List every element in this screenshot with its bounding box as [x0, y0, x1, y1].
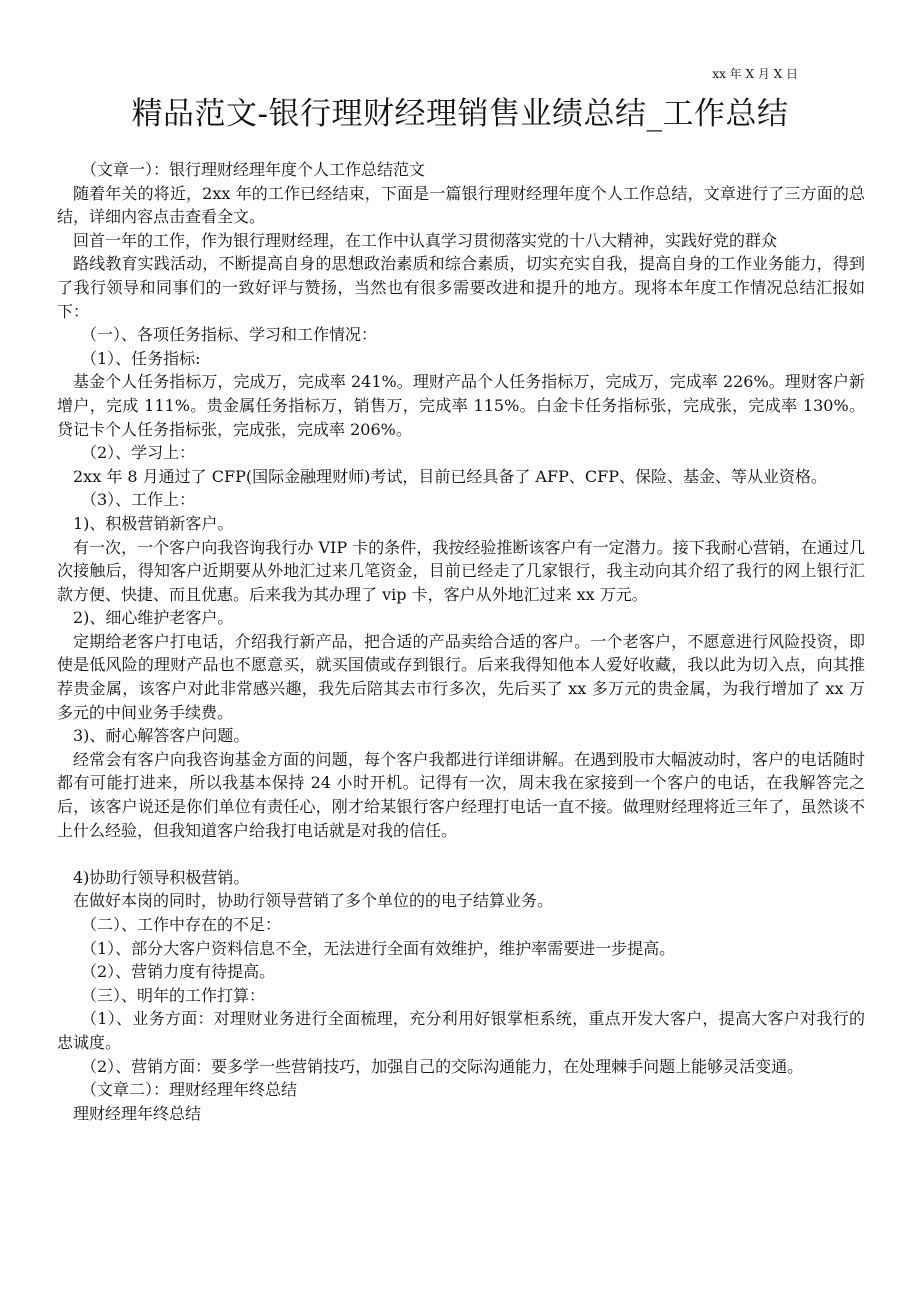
section-heading-3: （三）、明年的工作打算： — [81, 985, 266, 1005]
document-body — [57, 158, 865, 1125]
paragraph-old-customers: 定期给老客户打电话，介绍我行新产品，把合适的产品卖给合适的客户。一个老客户，不愿意进行风险投资，即使是低风险的理财产品也不愿意买，就买国债或存到银行。后来我得知他本人爱好收藏，我以此为切入点，向其推荐贵金属，该客户对此非常感兴趣，我先后陪其去市行多次，先后买了 xx 多万元的贵金属，为我行增加了 xx 万多元的中间业务手续费。 — [57, 631, 865, 722]
section-heading-2: （二）、工作中存在的不足： — [81, 915, 282, 934]
paragraph-intro: 随着年关的将近，2xx 年的工作已经结束，下面是一篇银行理财经理年度个人工作总结，文章进行了三方面的总结，详细内容点击查看全文。 — [57, 183, 865, 227]
document-title: 精品范文-银行理财经理销售业绩总结_工作总结 — [131, 96, 789, 132]
section-heading-1: （一）、各项任务指标、学习和工作情况： — [81, 325, 378, 345]
plan-business: （1）、业务方面：对理财业务进行全面梳理，充分利用好银掌柜系统，重点开发大客户，提高大客户对我行的忠诚度。 — [57, 1009, 865, 1052]
paragraph-assist-marketing: 在做好本岗的同时，协助行领导营销了多个单位的的电子结算业务。 — [73, 891, 554, 911]
blank-line — [57, 842, 865, 866]
subheading-task-targets: （1）、任务指标: — [81, 348, 201, 368]
item-heading-old-customers: 2)、细心维护老客户。 — [73, 608, 234, 628]
subheading-work: （3）、工作上： — [81, 490, 196, 510]
shortcoming-2: （2）、营销力度有待提高。 — [81, 962, 276, 982]
item-heading-new-customers: 1)、积极营销新客户。 — [73, 513, 234, 533]
article-2-title-line: 理财经理年终总结 — [73, 1103, 202, 1123]
paragraph-review-continued: 路线教育实践活动，不断提高自身的思想政治素质和综合素质，切实充实自我，提高自身的工作业务能力，得到了我行领导和同事们的一致好评与赞扬，当然也有很多需要改进和提升的地方。现将本年度工作情况总结汇报如下： — [57, 254, 865, 321]
item-heading-assist-marketing: 4)协助行领导积极营销。 — [73, 867, 250, 887]
section-heading-article-1: （文章一）：银行理财经理年度个人工作总结范文 — [81, 160, 426, 179]
paragraph-learning: 2xx 年 8 月通过了 CFP(国际金融理财师)考试，目前已经具备了 AFP、CFP、保险、基金、等从业资格。 — [73, 466, 827, 486]
plan-marketing: （2）、营销方面：要多学一些营销技巧，加强自己的交际沟通能力，在处理棘手问题上能够灵活变通。 — [81, 1056, 804, 1076]
paragraph-customer-questions: 经常会有客户向我咨询基金方面的问题，每个客户我都进行详细讲解。在遇到股市大幅波动时，客户的电话随时都有可能打进来，所以我基本保持 24 小时开机。记得有一次，周末我在家接到一个客户的电话，在我解答完之后，该客户说还是你们单位有责任心，刚才给某银行客户经理打电话一直不接。做理财经理将近三年了，虽然谈不上什么经验，但我知道客户给我打电话就是对我的信任。 — [57, 749, 865, 840]
document-date: xx 年 X 月 X 日 — [712, 67, 798, 81]
section-heading-article-2: （文章二）：理财经理年终总结 — [81, 1080, 298, 1100]
subheading-learning: （2）、学习上： — [81, 443, 196, 463]
paragraph-task-targets: 基金个人任务指标万，完成万，完成率 241%。理财产品个人任务指标万，完成万，完成率 226%。理财客户新增户，完成 111%。贵金属任务指标万，销售万，完成率 115%。白金卡任务指标张，完成张，完成率 130%。贷记卡个人任务指标张，完成张，完成率 206%。 — [57, 372, 865, 439]
shortcoming-1: （1）、部分大客户资料信息不全，无法进行全面有效维护，维护率需要进一步提高。 — [81, 938, 676, 958]
item-heading-customer-questions: 3)、耐心解答客户问题。 — [73, 726, 250, 746]
paragraph-new-customers: 有一次，一个客户向我咨询我行办 VIP 卡的条件，我按经验推断该客户有一定潜力。接下我耐心营销，在通过几次接触后，得知客户近期要从外地汇过来几笔资金，目前已经走了几家银行，我主动向其介绍了我行的网上银行汇款方便、快捷、而且优惠。后来我为其办理了 vip 卡，客户从外地汇过来 xx 万元。 — [57, 537, 865, 604]
paragraph-review: 回首一年的工作，作为银行理财经理，在工作中认真学习贯彻落实党的十八大精神，实践好党的群众 — [73, 230, 778, 250]
